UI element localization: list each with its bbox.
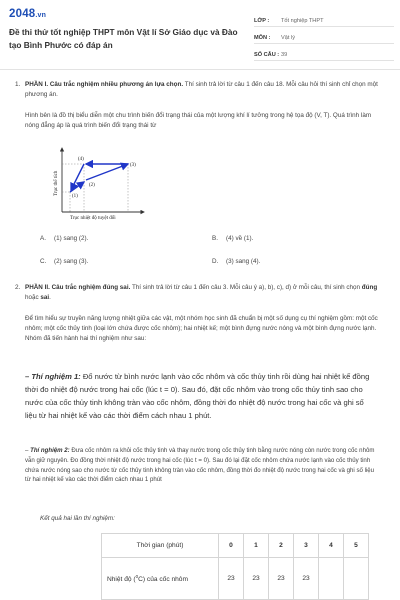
experiment-2: – Thí nghiệm 2: Đưa cốc nhôm ra khỏi cốc thủy tinh và thay nước trong cốc thủy tinh bằng nước nóng còn nước trong cốc nhôm vẫn giữ nguyên. Đo đồng thời nhiệt độ nước trong hai cốc (lúc t = 0). Sau đó lại đặt cốc nhôm chứa nước lạnh vào cốc thủy tinh chứa nước nóng sao cho nước từ cốc thủy tinh không tràn vào cốc nhôm, đồng thời đo nhiệt độ nước trong hai cốc và ghi số liệu từ hai nhiệt kế vào các thời điểm cách nhau 1 phút bbox=[25, 447, 375, 484]
table-cell: 23 bbox=[244, 558, 269, 600]
option-letter: C. bbox=[40, 258, 47, 265]
option-b[interactable] bbox=[212, 235, 253, 242]
part-label: PHẦN I. Câu trắc nghiệm nhiều phương án lựa chọn. bbox=[25, 81, 184, 88]
question-number: 1. bbox=[15, 81, 21, 88]
experiment-1-text: Đổ nước từ bình nước lạnh vào cốc nhôm và cốc thủy tinh rồi dùng hai nhiệt kế đồng thời đo nhiệt độ nước trong hai cốc (lúc t = 0). Sau đó, đặt cốc nhôm vào trong cốc thủy tinh sao cho nước của cốc thủy tinh không tràn vào cốc nhôm, đồng thời đo nhiệt độ nước trong hai cốc và ghi số liệu từ hai nhiệt kế vào các thời điểm cách nhau 1 phút. bbox=[25, 372, 370, 420]
part-instructions-end: . bbox=[49, 294, 51, 301]
page-header bbox=[0, 0, 400, 66]
table-header-cell: 1 bbox=[244, 534, 269, 558]
meta-row-subject bbox=[254, 30, 394, 44]
meta-value: Vật lý bbox=[281, 35, 295, 41]
option-a[interactable] bbox=[40, 235, 88, 242]
point-label-2: (2) bbox=[89, 183, 95, 188]
meta-value: Tốt nghiệp THPT bbox=[281, 18, 324, 24]
table-cell: 23 bbox=[219, 558, 244, 600]
option-c[interactable] bbox=[40, 258, 88, 265]
table-header-cell: 4 bbox=[319, 534, 344, 558]
meta-key: LỚP : bbox=[254, 18, 270, 24]
keyword-true: đúng bbox=[361, 284, 378, 291]
option-letter: A. bbox=[40, 235, 46, 242]
x-axis-label: Trục nhiệt độ tuyệt đối bbox=[70, 216, 116, 220]
option-text: (3) sang (4). bbox=[226, 258, 261, 265]
logo-main: 2048 bbox=[9, 8, 36, 20]
option-letter: B. bbox=[212, 235, 218, 242]
site-logo[interactable] bbox=[9, 8, 46, 20]
experiment-2-label: Thí nghiệm 2: bbox=[30, 447, 70, 454]
table-row bbox=[102, 558, 369, 600]
table-cell: 23 bbox=[294, 558, 319, 600]
vt-cycle-graph bbox=[48, 142, 148, 220]
question-2-paragraph: Để tìm hiểu sự truyền năng lượng nhiệt giữa các vật, một nhóm học sinh đã chuẩn bị một số dụng cụ thí nghiệm gồm: một cốc nhôm; một cốc thủy tinh (loại lớn chứa được cốc nhôm); hai nhiệt kế; một bình đựng nước nóng và một bình đựng nước lạnh. Nhóm đã tiến hành hai thí nghiệm như sau: bbox=[25, 315, 378, 342]
table-row-label: Nhiệt độ ($^0$C) của cốc nhôm bbox=[102, 558, 219, 600]
question-2-intro bbox=[25, 283, 380, 303]
question-1-intro bbox=[25, 80, 380, 100]
part-instructions-or: hoặc bbox=[25, 294, 41, 301]
option-text: (1) sang (2). bbox=[54, 235, 89, 242]
experiment-2-text: Đưa cốc nhôm ra khỏi cốc thủy tinh và thay nước trong cốc thủy tinh bằng nước nóng còn nước trong cốc nhôm vẫn giữ nguyên. Đo đồng thời nhiệt độ nước trong hai cốc (lúc t = 0). Sau đó lại đặt cốc nhôm chứa nước lạnh vào cốc thủy tinh chứa nước nóng sao cho nước từ cốc thủy tinh không tràn vào cốc nhôm, đồng thời đo nhiệt độ nước trong hai cốc và ghi số liệu từ hai nhiệt kế vào các thời điểm cách nhau 1 phút bbox=[25, 447, 375, 484]
option-letter: D. bbox=[212, 258, 219, 265]
experiment-1: – Thí nghiệm 1: Đổ nước từ bình nước lạnh vào cốc nhôm và cốc thủy tinh rồi dùng hai nhiệt kế đồng thời đo nhiệt độ nước trong hai cốc (lúc t = 0). Sau đó, đặt cốc nhôm vào trong cốc thủy tinh sao cho nước của cốc thủy tinh không tràn vào cốc nhôm, đồng thời đo nhiệt độ nước trong hai cốc và ghi số liệu từ hai nhiệt kế vào các thời điểm cách nhau 1 phút. bbox=[25, 372, 370, 420]
results-table bbox=[101, 533, 369, 600]
results-label: Kết quả hai lần thí nghiệm: bbox=[40, 515, 115, 522]
exam-meta bbox=[254, 13, 394, 64]
meta-row-count bbox=[254, 47, 394, 61]
table-header-label: Thời gian (phút) bbox=[102, 534, 219, 558]
table-cell bbox=[344, 558, 369, 600]
part-label: PHẦN II. Câu trắc nghiệm đúng sai. bbox=[25, 284, 131, 291]
table-header-cell: 2 bbox=[269, 534, 294, 558]
part-instructions: Thí sinh trả lời từ câu 1 đến câu 18. Mỗi câu hỏi thí sinh chỉ chọn một phương án. bbox=[25, 81, 378, 98]
point-label-3: (3) bbox=[130, 163, 136, 168]
table-header-cell: 0 bbox=[219, 534, 244, 558]
meta-key: SỐ CÂU : bbox=[254, 52, 280, 58]
y-axis-label: Trục thể tích bbox=[54, 170, 59, 196]
table-cell: 23 bbox=[269, 558, 294, 600]
question-number: 2. bbox=[15, 284, 21, 291]
part-instructions: Thí sinh trả lời từ câu 1 đến câu 3. Mỗi câu ý a), b), c), d) ở mỗi câu, thí sinh chọn bbox=[130, 284, 362, 291]
point-label-4: (4) bbox=[78, 157, 84, 162]
meta-row-class bbox=[254, 13, 394, 27]
option-text: (2) sang (3). bbox=[54, 258, 89, 265]
option-text: (4) về (1). bbox=[226, 235, 254, 242]
point-label-1: (1) bbox=[72, 194, 78, 199]
table-header-row bbox=[102, 534, 369, 558]
page-title: Đề thi thử tốt nghiệp THPT môn Vật lí Sở Giáo dục và Đào tạo Bình Phước có đáp án bbox=[9, 27, 238, 50]
keyword-false: sai bbox=[40, 294, 50, 301]
meta-value: 39 bbox=[281, 52, 288, 58]
process-2-3 bbox=[86, 164, 128, 180]
meta-key: MÔN : bbox=[254, 35, 271, 41]
question-1-stem: Hình bên là đồ thị biểu diễn một chu trình biến đổi trạng thái của một lượng khí lí tưởng trong hệ tọa độ (V, T). Quá trình làm nóng đẳng áp là quá trình biến đổi trạng thái từ bbox=[25, 112, 372, 129]
table-cell bbox=[319, 558, 344, 600]
logo-domain: .vn bbox=[35, 12, 47, 19]
header-divider bbox=[0, 69, 400, 70]
experiment-1-label: Thí nghiệm 1: bbox=[31, 372, 81, 381]
table-header-cell: 3 bbox=[294, 534, 319, 558]
table-header-cell: 5 bbox=[344, 534, 369, 558]
option-d[interactable] bbox=[212, 258, 260, 265]
